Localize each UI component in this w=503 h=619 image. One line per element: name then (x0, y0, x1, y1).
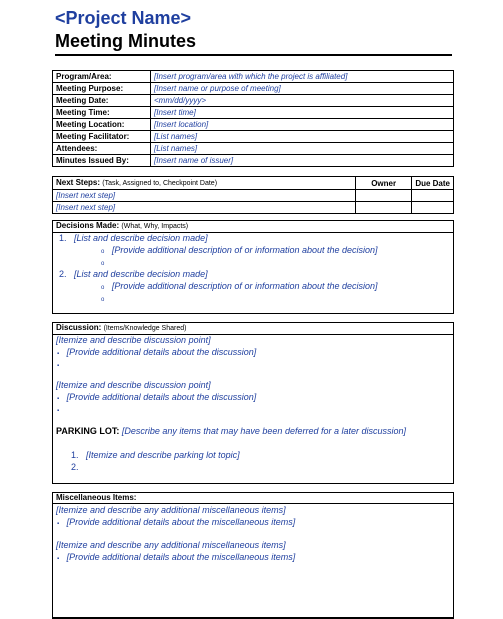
parking-number: 2. (71, 462, 79, 472)
info-value[interactable]: [List names] (151, 131, 454, 143)
discussion-subtitle: (Items/Knowledge Shared) (103, 325, 187, 332)
decision-item (59, 232, 208, 244)
next-step-text[interactable]: [Insert next step] (53, 202, 356, 214)
decision-subitem (101, 244, 378, 258)
info-row (53, 131, 454, 143)
discussion-detail-empty (57, 358, 59, 372)
owner-header: Owner (356, 177, 412, 190)
info-label: Program/Area: (53, 71, 151, 83)
info-label: Meeting Date: (53, 95, 151, 107)
meeting-info-table (52, 70, 454, 167)
info-value[interactable]: [Insert name of issuer] (151, 155, 454, 167)
decision-text[interactable]: [List and describe decision made] (74, 233, 208, 243)
misc-detail (57, 516, 295, 530)
info-row (53, 71, 454, 83)
info-row (53, 95, 454, 107)
info-row (53, 143, 454, 155)
discussion-detail-empty (57, 403, 59, 417)
due-date-cell[interactable] (412, 190, 454, 202)
bullet-icon: ▪ (57, 363, 60, 369)
info-label: Attendees: (53, 143, 151, 155)
parking-lot-text[interactable]: [Describe any items that may have been deferred for a later discussion] (121, 426, 407, 436)
misc-item[interactable]: [Itemize and describe any additional miscellaneous items] (56, 540, 286, 550)
info-value[interactable]: [Insert program/area with which the project is affiliated] (151, 71, 454, 83)
next-steps-header (53, 177, 356, 190)
info-value[interactable]: <mm/dd/yyyy> (151, 95, 454, 107)
decision-subitem (101, 280, 378, 294)
info-label: Meeting Facilitator: (53, 131, 151, 143)
parking-lot (56, 425, 446, 437)
bullet-icon: ▪ (57, 556, 60, 562)
misc-detail-text[interactable]: [Provide additional details about the miscellaneous items] (66, 517, 296, 527)
decision-sub-text[interactable]: [Provide additional description of or information about the decision] (111, 245, 378, 255)
decision-number: 1. (59, 233, 67, 243)
sub-bullet-icon: o (101, 249, 105, 255)
owner-cell[interactable] (356, 202, 412, 214)
discussion-detail (57, 391, 256, 405)
title-block (55, 6, 452, 56)
next-step-row (53, 202, 454, 214)
info-value[interactable]: [List names] (151, 143, 454, 155)
info-label: Meeting Purpose: (53, 83, 151, 95)
info-label: Minutes Issued By: (53, 155, 151, 167)
misc-header: Miscellaneous Items: (53, 493, 453, 504)
next-steps-header-row (53, 177, 454, 190)
due-date-header: Due Date (412, 177, 454, 190)
info-label: Meeting Time: (53, 107, 151, 119)
next-steps-title: Next Steps: (56, 178, 101, 187)
info-value[interactable]: [Insert location] (151, 119, 454, 131)
misc-item[interactable]: [Itemize and describe any additional miscellaneous items] (56, 505, 286, 515)
doc-title: Meeting Minutes (55, 31, 197, 51)
next-steps-table (52, 176, 454, 214)
next-step-row (53, 190, 454, 202)
due-date-cell[interactable] (412, 202, 454, 214)
decisions-subtitle: (What, Why, Impacts) (121, 223, 189, 230)
project-name: <Project Name> (55, 8, 192, 28)
misc-detail (57, 551, 295, 565)
info-row (53, 83, 454, 95)
decision-number: 2. (59, 269, 67, 279)
info-value[interactable]: [Insert name or purpose of meeting] (151, 83, 454, 95)
misc-section (52, 492, 454, 619)
parking-lot-label: PARKING LOT: (56, 426, 120, 436)
bullet-icon: ▪ (57, 408, 60, 414)
parking-number: 1. (71, 450, 79, 460)
info-label: Meeting Location: (53, 119, 151, 131)
discussion-point[interactable]: [Itemize and describe discussion point] (56, 380, 211, 390)
info-row (53, 107, 454, 119)
parking-item (71, 449, 240, 461)
decision-text[interactable]: [List and describe decision made] (74, 269, 208, 279)
next-step-text[interactable]: [Insert next step] (53, 190, 356, 202)
bullet-icon: ▪ (57, 521, 60, 527)
sub-bullet-icon: o (101, 297, 105, 303)
sub-bullet-icon: o (101, 285, 105, 291)
decision-sub-text[interactable]: [Provide additional description of or information about the decision] (111, 281, 378, 291)
discussion-point[interactable]: [Itemize and describe discussion point] (56, 335, 211, 345)
sub-bullet-icon: o (101, 261, 105, 267)
discussion-title: Discussion: (56, 323, 102, 332)
decision-item (59, 268, 208, 280)
discussion-detail-text[interactable]: [Provide additional details about the discussion] (66, 392, 257, 402)
bullet-icon: ▪ (57, 351, 60, 357)
info-row (53, 155, 454, 167)
decisions-section (52, 220, 454, 314)
decisions-title: Decisions Made: (56, 221, 120, 230)
info-row (53, 119, 454, 131)
misc-detail-text[interactable]: [Provide additional details about the miscellaneous items] (66, 552, 296, 562)
bullet-icon: ▪ (57, 396, 60, 402)
next-steps-subtitle: (Task, Assigned to, Checkpoint Date) (102, 180, 218, 187)
discussion-detail (57, 346, 256, 360)
info-value[interactable]: [Insert time] (151, 107, 454, 119)
discussion-section (52, 322, 454, 484)
parking-item-text[interactable]: [Itemize and describe parking lot topic] (86, 450, 240, 460)
parking-item (71, 461, 86, 473)
owner-cell[interactable] (356, 190, 412, 202)
discussion-detail-text[interactable]: [Provide additional details about the discussion] (66, 347, 257, 357)
decision-subitem-empty (101, 292, 104, 306)
